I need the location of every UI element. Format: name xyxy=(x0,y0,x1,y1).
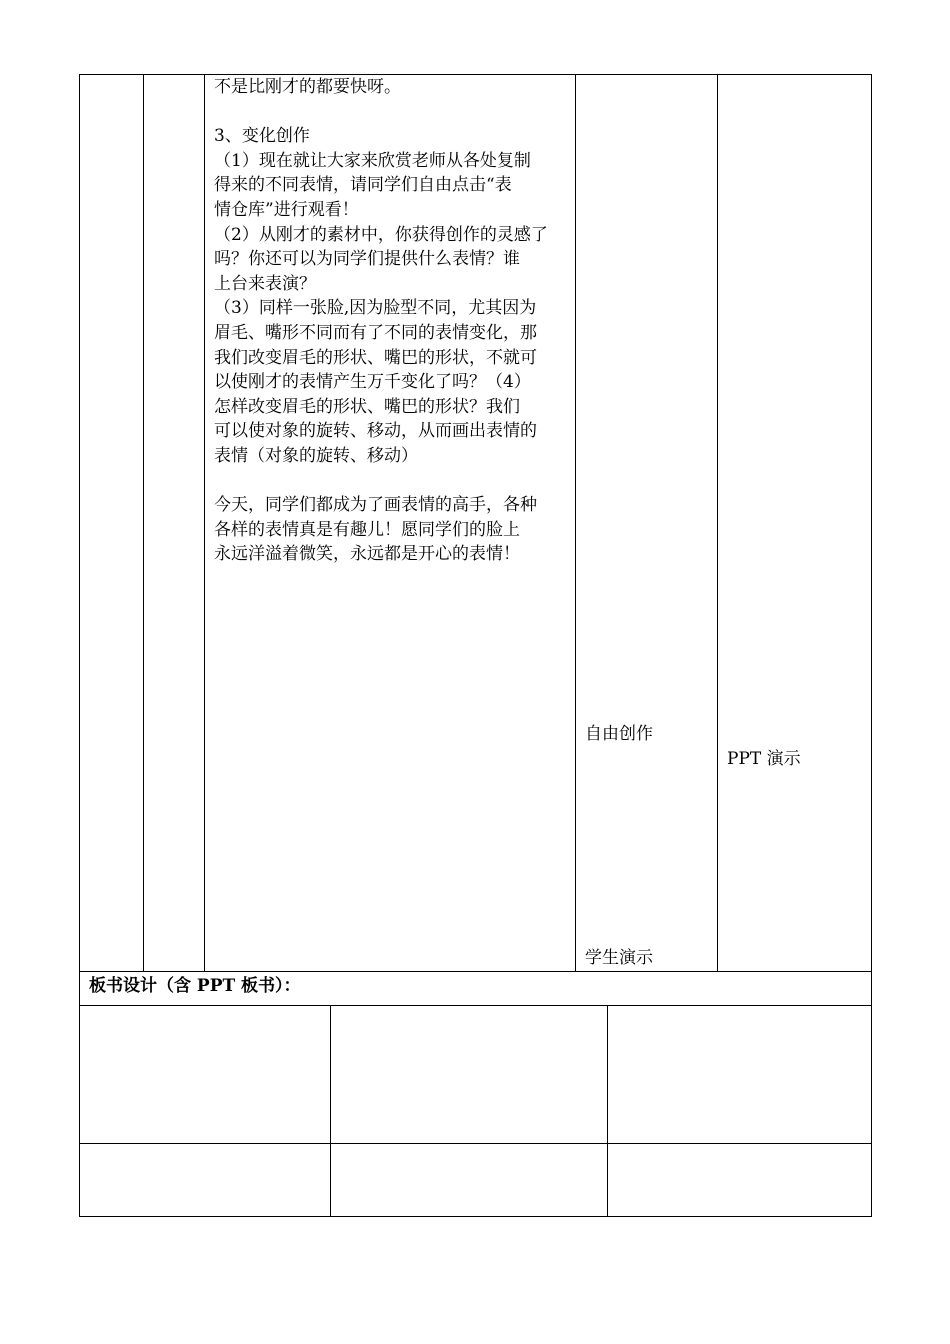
content-blank-line xyxy=(214,469,574,494)
content-line: 永远洋溢着微笑，永远都是开心的表情！ xyxy=(214,544,520,565)
table-col-divider-2 xyxy=(204,74,205,972)
board-row-divider xyxy=(79,1143,872,1144)
content-line: 得来的不同表情，请同学们自由点击“表 xyxy=(214,175,512,196)
content-line: 眉毛、嘴形不同而有了不同的表情变化，那 xyxy=(214,322,537,343)
content-line: 上台来表演？ xyxy=(214,273,316,294)
table-bottom-border xyxy=(79,1216,872,1217)
content-line: 各样的表情真是有趣儿！愿同学们的脸上 xyxy=(214,519,520,540)
board-col-divider-2 xyxy=(607,1005,608,1217)
content-line: 今天，同学们都成为了画表情的高手，各种 xyxy=(214,495,537,516)
student-activity-free-creation: 自由创作 xyxy=(585,724,653,744)
content-line: 吗？你还可以为同学们提供什么表情？谁 xyxy=(214,249,520,270)
content-line: 以使刚才的表情产生万千变化了吗？（4） xyxy=(214,372,531,393)
content-blank-line xyxy=(214,100,574,125)
content-line: 表情（对象的旋转、移动） xyxy=(214,445,418,466)
student-activity-demonstration: 学生演示 xyxy=(585,948,653,968)
table-col-divider-3 xyxy=(575,74,576,972)
board-design-label: 板书设计（含 PPT 板书）： xyxy=(89,976,301,996)
content-line: 可以使对象的旋转、移动，从而画出表情的 xyxy=(214,421,537,442)
board-col-divider-1 xyxy=(330,1005,331,1217)
table-col-divider-1 xyxy=(143,74,144,972)
table-right-border xyxy=(871,74,872,1217)
content-line: （3）同样一张脸,因为脸型不同，尤其因为 xyxy=(214,298,537,319)
table-col-divider-4 xyxy=(717,74,718,972)
content-line: 3、变化创作 xyxy=(214,126,310,147)
content-line: 怎样改变眉毛的形状、嘴巴的形状？我们 xyxy=(214,396,520,417)
content-line: 不是比刚才的都要快呀。 xyxy=(214,77,401,97)
content-line: （1）现在就让大家来欣赏老师从各处复制 xyxy=(214,150,531,171)
content-line: 情仓库”进行观看！ xyxy=(214,199,359,220)
table-left-border xyxy=(79,74,80,1217)
content-line: （2）从刚才的素材中，你获得创作的灵感了 xyxy=(214,224,548,245)
teaching-content xyxy=(214,75,574,567)
media-note: PPT 演示 xyxy=(727,749,801,769)
board-section-divider xyxy=(79,1005,872,1006)
content-line: 我们改变眉毛的形状、嘴巴的形状，不就可 xyxy=(214,347,537,368)
